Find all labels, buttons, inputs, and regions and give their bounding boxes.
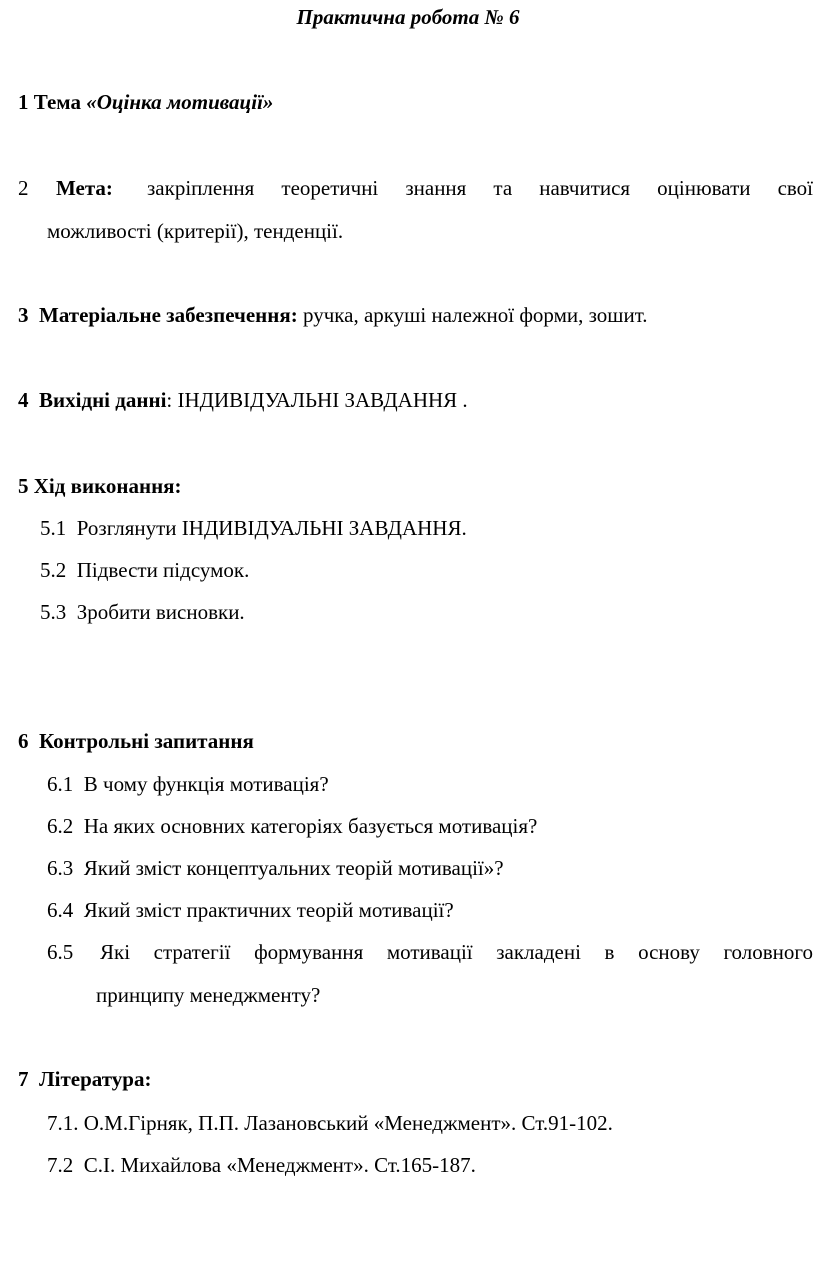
procedure-step xyxy=(40,557,249,583)
questions-heading-line xyxy=(18,728,254,754)
literature-item-text: С.І. Михайлова «Менеджмент». Ст.165-187. xyxy=(83,1153,476,1177)
step-text: Підвести підсумок. xyxy=(76,558,250,582)
question-text: Який зміст практичних теорій мотивації? xyxy=(83,898,454,922)
question-text: В чому функція мотивація? xyxy=(83,772,329,796)
step-number: 5.3 xyxy=(40,600,67,624)
question-text: На яких основних категоріях базується мотивація? xyxy=(83,814,538,838)
input-data-line xyxy=(18,387,468,413)
literature-item-text: О.М.Гірняк, П.П. Лазановський «Менеджмент». Ст.91-102. xyxy=(83,1111,613,1135)
question-number: 6.2 xyxy=(47,814,74,838)
procedure-heading: 5 Хід виконання: xyxy=(18,474,182,498)
step-text: Зробити висновки. xyxy=(76,600,245,624)
materials-value: ручка, аркуші належної форми, зошит. xyxy=(302,303,648,327)
question-number: 6.3 xyxy=(47,856,74,880)
question-item xyxy=(47,855,504,881)
question-text-line1: Які стратегії формування мотивації закладені в основу головного xyxy=(100,940,813,964)
goal-text-line1: закріплення теоретичні знання та навчитися оцінювати свої xyxy=(147,176,813,200)
materials-number: 3 xyxy=(18,303,29,327)
literature-heading: Література: xyxy=(39,1067,152,1091)
input-data-label: Вихідні данні xyxy=(39,388,167,412)
procedure-step xyxy=(40,515,467,541)
topic-label: Тема xyxy=(33,90,81,114)
literature-number: 7 xyxy=(18,1067,29,1091)
goal-text-line2: можливості (критерії), тенденції. xyxy=(47,219,344,243)
literature-item-number: 7.1. xyxy=(47,1111,79,1135)
page-title: Практична робота № 6 xyxy=(296,5,520,29)
step-text: Розглянути ІНДИВІДУАЛЬНІ ЗАВДАННЯ. xyxy=(76,516,467,540)
question-item xyxy=(47,813,537,839)
question-text: Який зміст концептуальних теорій мотивації»? xyxy=(83,856,504,880)
topic-number: 1 xyxy=(18,90,29,114)
materials-label: Матеріальне забезпечення: xyxy=(39,303,298,327)
question-number: 6.1 xyxy=(47,772,74,796)
step-number: 5.1 xyxy=(40,516,67,540)
step-number: 5.2 xyxy=(40,558,67,582)
input-data-value: : ІНДИВІДУАЛЬНІ ЗАВДАННЯ . xyxy=(166,388,468,412)
literature-item xyxy=(47,1152,476,1178)
questions-heading: Контрольні запитання xyxy=(39,729,254,753)
literature-item-number: 7.2 xyxy=(47,1153,74,1177)
question-number: 6.4 xyxy=(47,898,74,922)
literature-heading-line xyxy=(18,1066,151,1092)
question-text-line2: принципу менеджменту? xyxy=(96,983,321,1007)
questions-number: 6 xyxy=(18,729,29,753)
question-number: 6.5 xyxy=(47,940,74,964)
literature-item xyxy=(47,1110,613,1136)
topic-line xyxy=(18,89,273,115)
procedure-step xyxy=(40,599,245,625)
input-data-number: 4 xyxy=(18,388,29,412)
topic-value: «Оцінка мотивації» xyxy=(86,90,274,114)
question-item xyxy=(47,771,329,797)
goal-label: Мета: xyxy=(56,176,113,200)
materials-line xyxy=(18,302,648,328)
goal-number: 2 xyxy=(18,176,29,200)
question-item xyxy=(47,897,454,923)
